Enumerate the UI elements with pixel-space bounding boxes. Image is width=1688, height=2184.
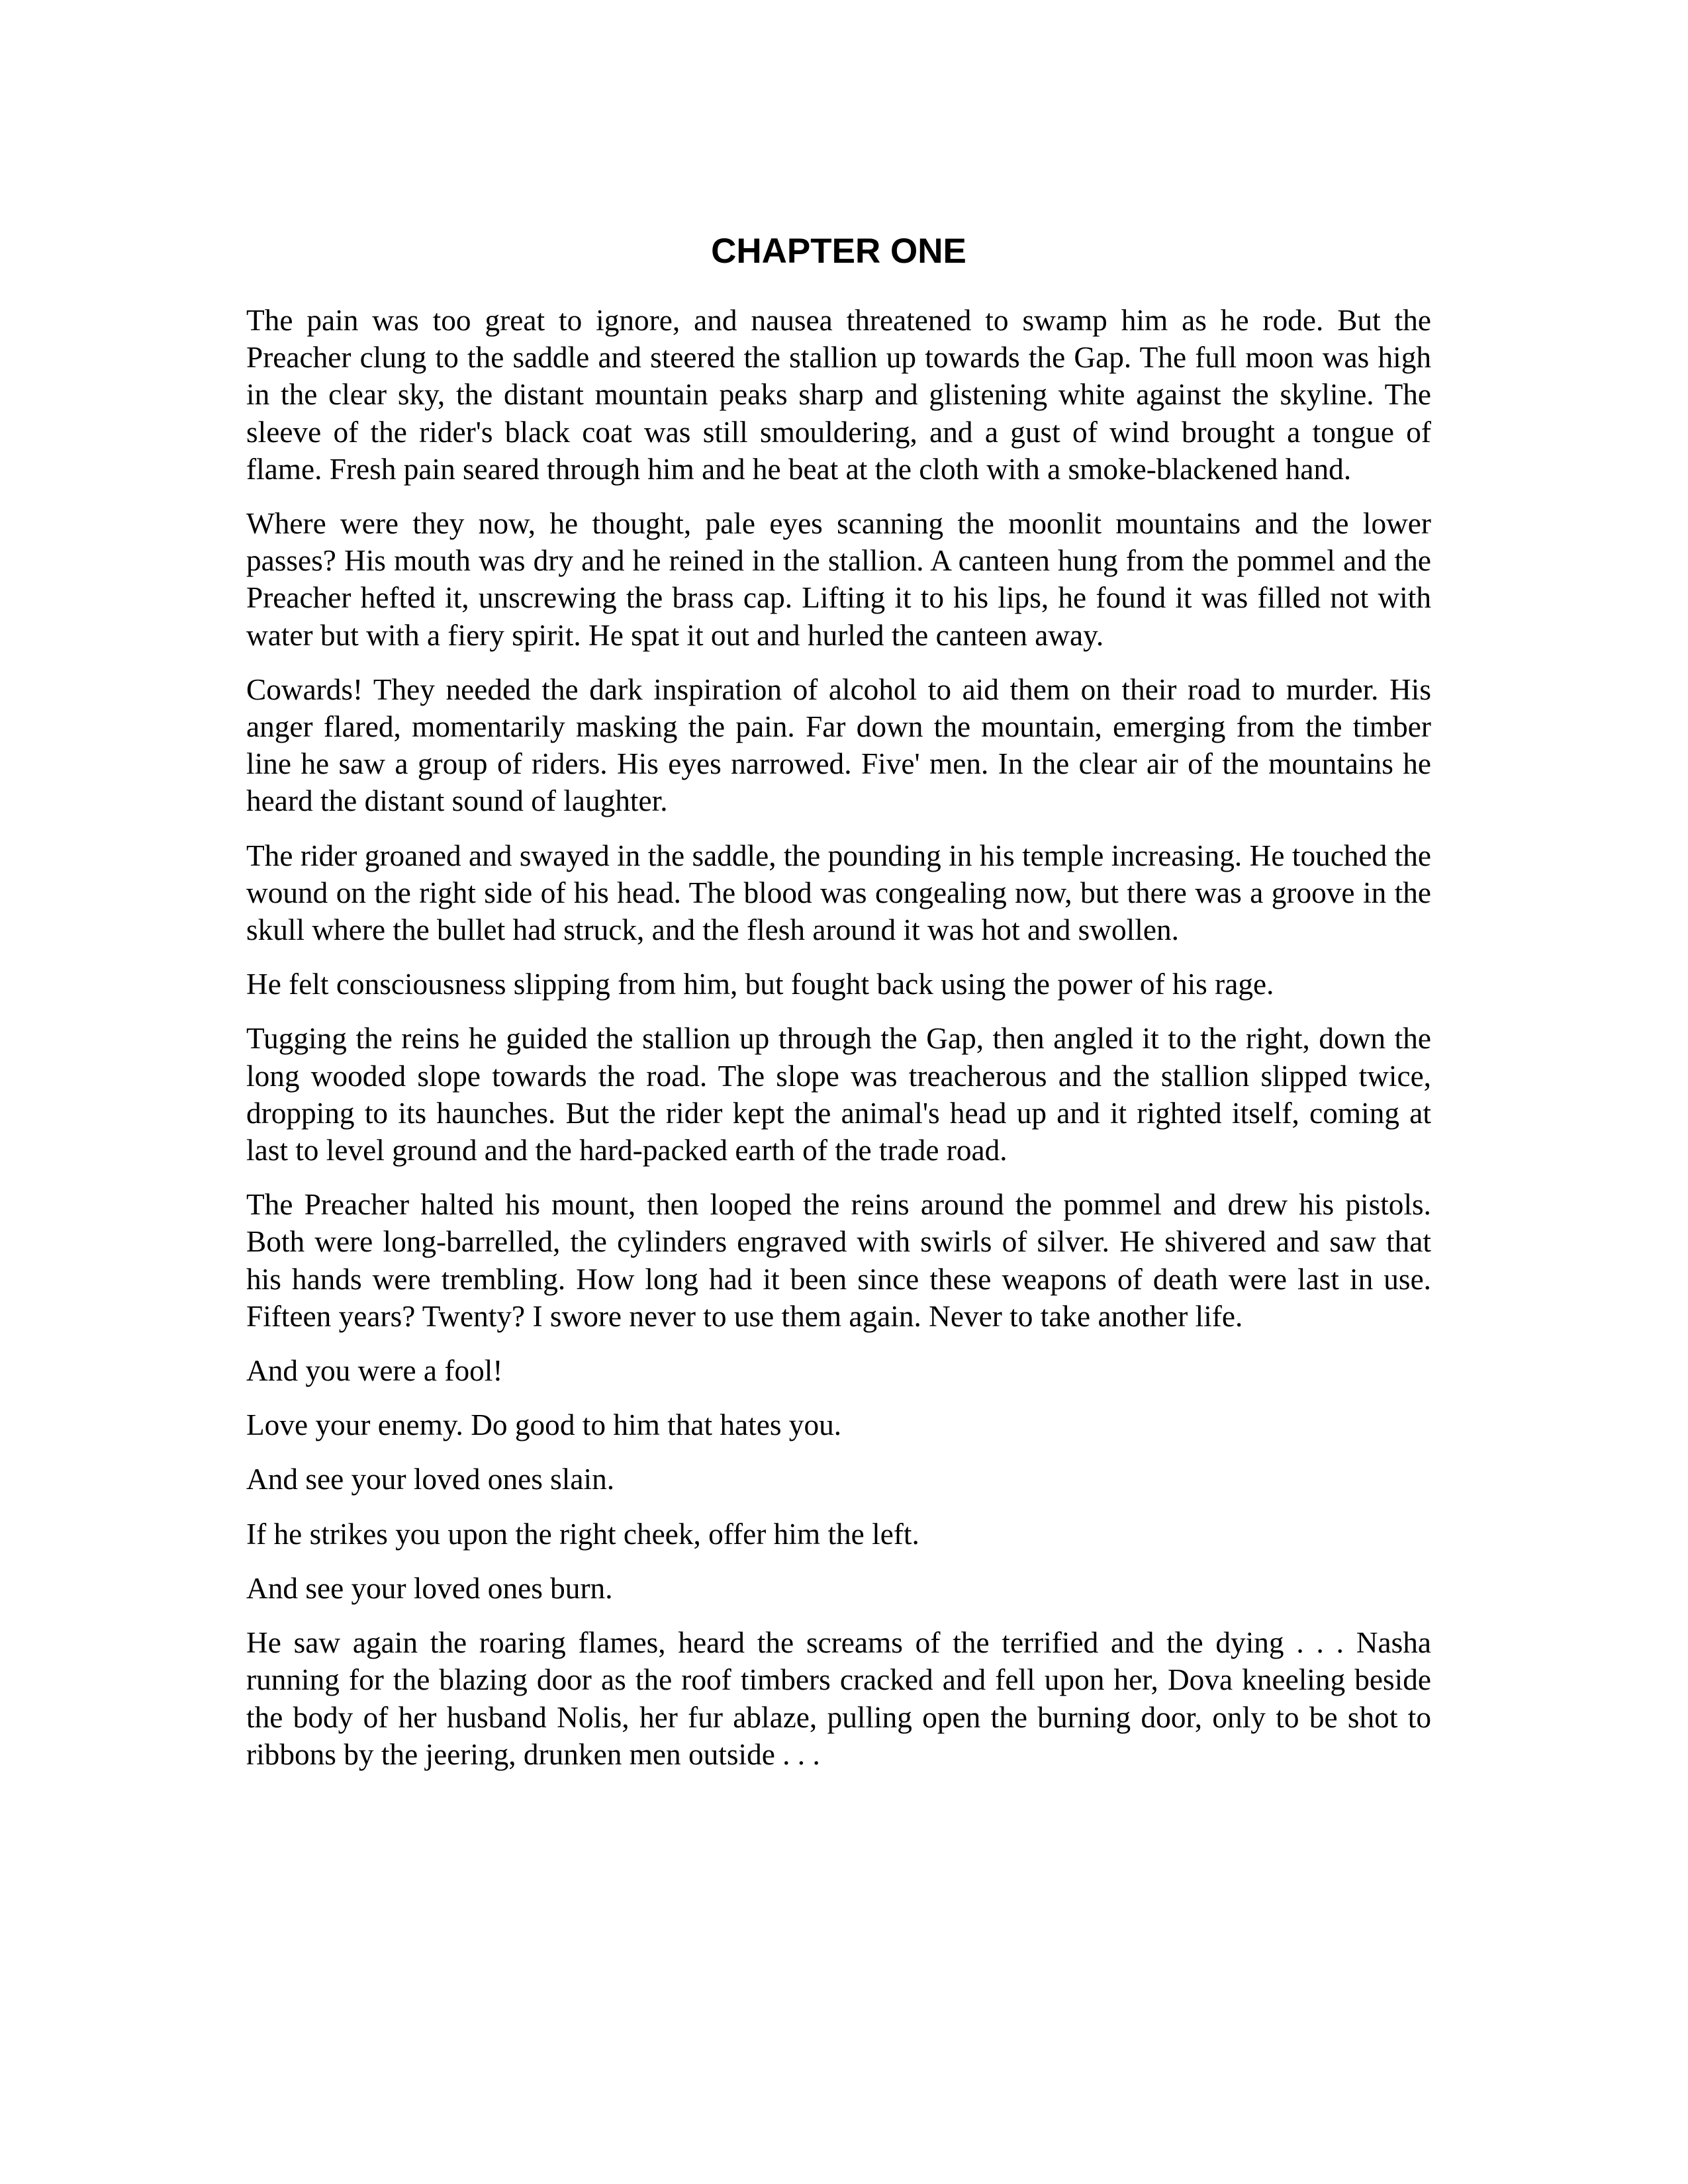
chapter-title: CHAPTER ONE <box>711 232 966 271</box>
paragraph-7: The Preacher halted his mount, then looped the reins around the pommel and drew his pistols. Both were long-barrelled, the cylinders engraved with swirls of silver. He shivered and saw that his hands were trembling. How long had it been since these weapons of death were last in use. Fifteen years? Twenty? I swore never to use them again. Never to take another life. <box>246 1188 1431 1333</box>
paragraph-6: Tugging the reins he guided the stallion up through the Gap, then angled it to the right, down the long wooded slope towards the road. The slope was treacherous and the stallion slipped twice, dropping to its haunches. But the rider kept the animal's head up and it righted itself, coming at last to level ground and the hard-packed earth of the trade road. <box>246 1022 1431 1167</box>
paragraph-11: If he strikes you upon the right cheek, offer him the left. <box>246 1517 919 1551</box>
paragraph-4: The rider groaned and swayed in the saddle, the pounding in his temple increasing. He touched the wound on the right side of his head. The blood was congealing now, but there was a groove in the skull where the bullet had struck, and the flesh around it was hot and swollen. <box>246 839 1431 947</box>
paragraph-2: Where were they now, he thought, pale eyes scanning the moonlit mountains and the lower passes? His mouth was dry and he reined in the stallion. A canteen hung from the pommel and the Preacher hefted it, unscrewing the brass cap. Lifting it to his lips, he found it was filled not with water but with a fiery spirit. He spat it out and hurled the canteen away. <box>246 507 1431 652</box>
paragraph-10: And see your loved ones slain. <box>246 1463 615 1496</box>
paragraph-8: And you were a fool! <box>246 1354 503 1388</box>
paragraph-13: He saw again the roaring flames, heard the screams of the terrified and the dying . . . Nasha running for the blazing door as the roof timbers cracked and fell upon her, Dova kneeling beside the body of her husband Nolis, her fur ablaze, pulling open the burning door, only to be shot to ribbons by the jeering, drunken men outside . . . <box>246 1626 1431 1771</box>
paragraph-9: Love your enemy. Do good to him that hates you. <box>246 1408 842 1442</box>
document-page <box>246 225 1431 1790</box>
paragraph-5: He felt consciousness slipping from him, but fought back using the power of his rage. <box>246 968 1274 1001</box>
paragraph-3: Cowards! They needed the dark inspiration of alcohol to aid them on their road to murder. His anger flared, momentarily masking the pain. Far down the mountain, emerging from the timber line he saw a group of riders. His eyes narrowed. Five' men. In the clear air of the mountains he heard the distant sound of laughter. <box>246 672 1431 818</box>
paragraph-12: And see your loved ones burn. <box>246 1571 613 1605</box>
paragraph-1: The pain was too great to ignore, and nausea threatened to swamp him as he rode. But the Preacher clung to the saddle and steered the stallion up towards the Gap. The full moon was high in the clear sky, the distant mountain peaks sharp and glistening white against the skyline. The sleeve of the rider's black coat was still smouldering, and a gust of wind brought a tongue of flame. Fresh pain seared through him and he beat at the cloth with a smoke-blackened hand. <box>246 304 1431 486</box>
